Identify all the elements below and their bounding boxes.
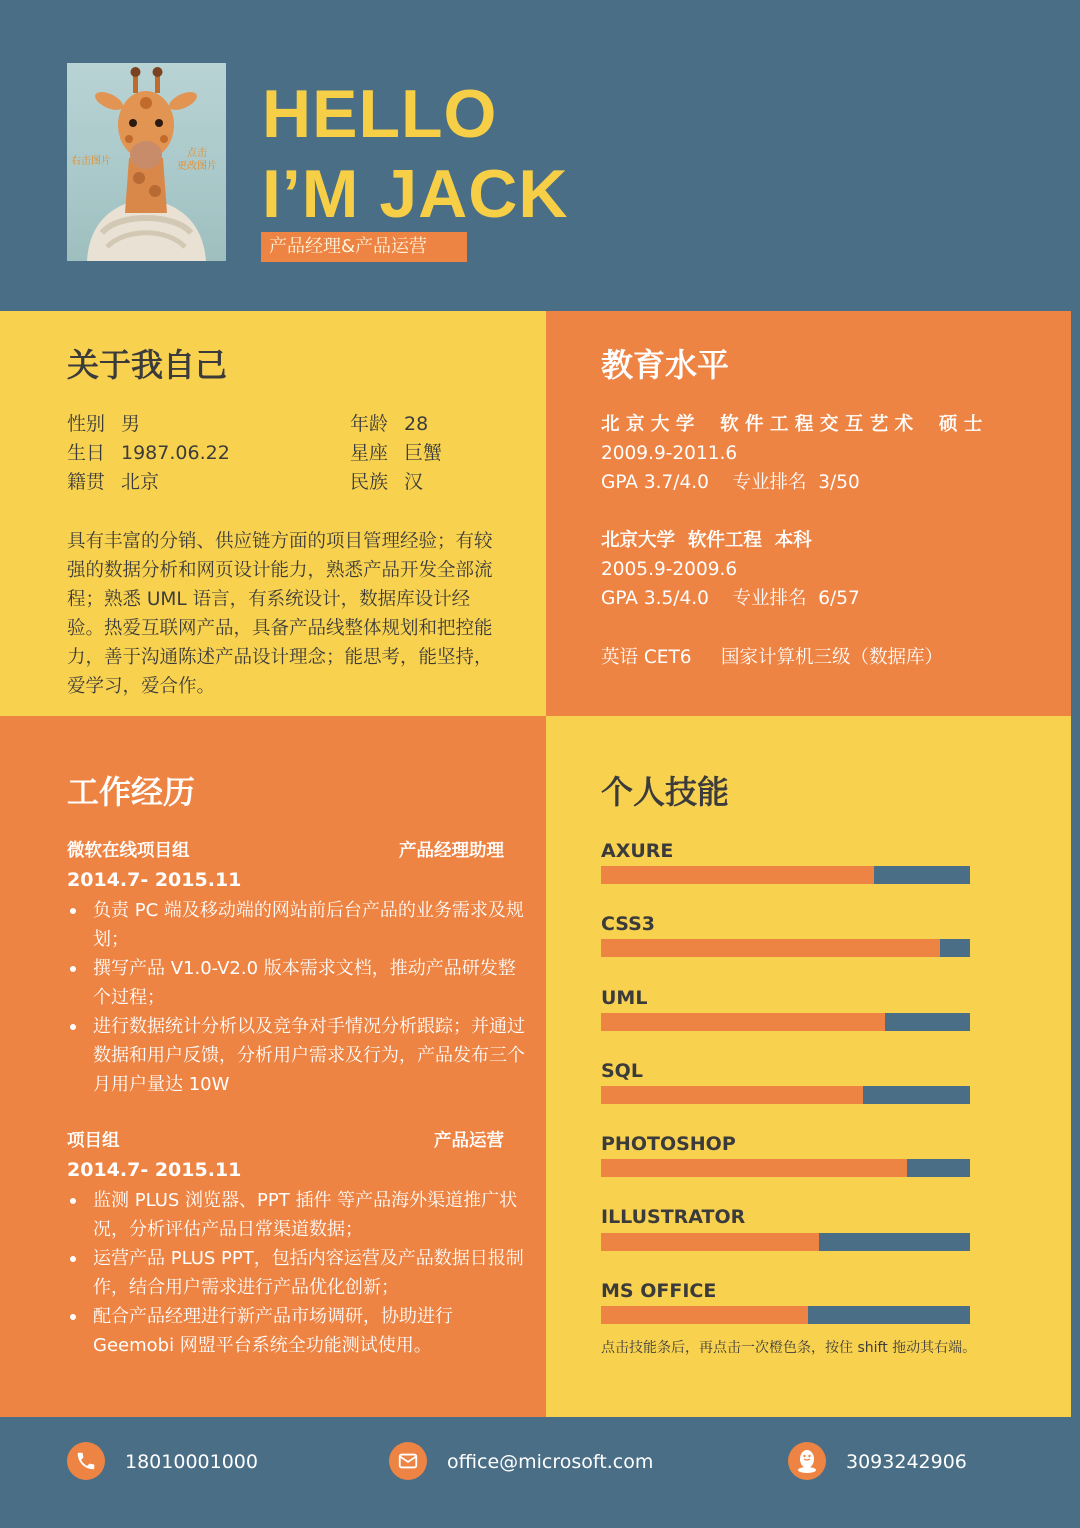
skill-bar-illustrator[interactable] [601,1233,970,1251]
field-label: 民族 [350,471,389,493]
skill-bar-sql[interactable] [601,1086,970,1104]
skill-fill-sql[interactable] [601,1086,863,1104]
contact-qq[interactable]: 3093242906 [846,1451,967,1473]
field-value: 1987.06.22 [121,442,230,464]
job-title-2: 产品运营 [434,1131,504,1151]
field-label: 籍贯 [67,471,106,493]
list-item: 运营产品 PLUS PPT，包括内容运营及产品数据日报制作，结合用户需求进行产品优化创新； [93,1244,533,1302]
skill-name-uml: UML [601,987,648,1009]
contact-phone[interactable]: 18010001000 [125,1451,258,1473]
education-gpa-2: GPA 3.5/4.0 专业排名 6/57 [601,588,860,609]
skill-name-sql: SQL [601,1060,643,1082]
education-gpa-1: GPA 3.7/4.0 专业排名 3/50 [601,472,860,493]
skill-bar-photoshop[interactable] [601,1159,970,1177]
skill-bar-uml[interactable] [601,1013,970,1031]
skill-fill-ms-office[interactable] [601,1306,808,1324]
contact-email[interactable]: office@microsoft.com [447,1451,654,1473]
skill-name-ms-office: MS OFFICE [601,1280,717,1302]
role-tag: 产品经理&产品运营 [261,232,467,262]
skill-fill-photoshop[interactable] [601,1159,907,1177]
list-item: 进行数据统计分析以及竞争对手情况分析跟踪；并通过数据和用户反馈，分析用户需求及行为，产品发布三个月用户量达 10W [93,1012,533,1099]
photo-hint-click-line1: 点击 [187,148,207,159]
job-duties-2 [67,1186,533,1360]
skill-fill-axure[interactable] [601,866,874,884]
field-value: 男 [121,413,141,435]
skill-name-css3: CSS3 [601,913,656,935]
field-label: 年龄 [350,413,389,435]
education-school-2: 北京大学 软件工程 本科 [601,530,812,551]
page-title-line2: I’M JACK [262,156,569,232]
education-period-1: 2009.9-2011.6 [601,443,738,464]
skill-fill-illustrator[interactable] [601,1233,819,1251]
skill-fill-uml[interactable] [601,1013,885,1031]
field-ethnicity [350,468,423,497]
field-hometown [67,468,159,497]
field-label: 生日 [67,442,106,464]
education-heading: 教育水平 [601,346,730,384]
about-description: 具有丰富的分销、供应链方面的项目管理经验；有较强的数据分析和网页设计能力，熟悉产品开发全部流程；熟悉 UML 语言，有系统设计，数据库设计经验。热爱互联网产品，具备产品线整体规划和把控能力，善于沟通陈述产品设计理念；能思考，能坚持，爱学习，爱合作。 [67,531,493,697]
field-zodiac [350,439,442,468]
skill-name-photoshop: PHOTOSHOP [601,1133,736,1155]
field-label: 性别 [67,413,106,435]
field-value: 巨蟹 [404,442,443,464]
list-item: 配合产品经理进行新产品市场调研，协助进行 Geemobi 网盟平台系统全功能测试使用。 [93,1302,533,1360]
photo-hint-right-click: 右击图片 [71,156,111,167]
field-value: 北京 [121,471,160,493]
skill-bar-css3[interactable] [601,939,970,957]
list-item: 负责 PC 端及移动端的网站前后台产品的业务需求及规划； [93,896,533,954]
list-item: 撰写产品 V1.0-V2.0 版本需求文档，推动产品研发整个过程； [93,954,533,1012]
job-title-1: 产品经理助理 [399,841,504,861]
job-period-2: 2014.7- 2015.11 [67,1159,242,1181]
work-heading: 工作经历 [67,773,196,811]
job-period-1: 2014.7- 2015.11 [67,869,242,891]
qq-penguin-icon [788,1442,826,1480]
mail-icon [389,1442,427,1480]
education-period-2: 2005.9-2009.6 [601,559,738,580]
skill-bar-ms-office[interactable] [601,1306,970,1324]
field-age [350,410,428,439]
field-value: 28 [404,413,429,435]
page-title-line1: HELLO [262,76,498,152]
phone-icon [67,1442,105,1480]
list-item: 监测 PLUS 浏览器、PPT 插件 等产品海外渠道推广状况，分析评估产品日常渠道数据； [93,1186,533,1244]
education-certificates: 英语 CET6 国家计算机三级（数据库） [601,647,943,668]
skills-hint-note: 点击技能条后，再点击一次橙色条，按住 shift 拖动其右端。 [601,1340,977,1356]
profile-photo[interactable] [67,63,226,261]
field-value: 汉 [404,471,424,493]
field-birthday [67,439,230,468]
about-heading: 关于我自己 [67,346,228,384]
skill-bar-axure[interactable] [601,866,970,884]
photo-hint-click [169,147,225,173]
education-school-1: 北 京 大 学 软 件 工 程 交 互 艺 术 硕 士 [601,414,983,435]
field-label: 星座 [350,442,389,464]
photo-hint-click-line2: 更改图片 [177,161,217,172]
skill-name-illustrator: ILLUSTRATOR [601,1206,746,1228]
job-company-2: 项目组 [67,1131,120,1151]
skills-heading: 个人技能 [601,773,730,811]
skill-fill-css3[interactable] [601,939,940,957]
job-duties-1 [67,896,533,1099]
field-gender [67,410,140,439]
skill-name-axure: AXURE [601,840,674,862]
job-company-1: 微软在线项目组 [67,841,190,861]
